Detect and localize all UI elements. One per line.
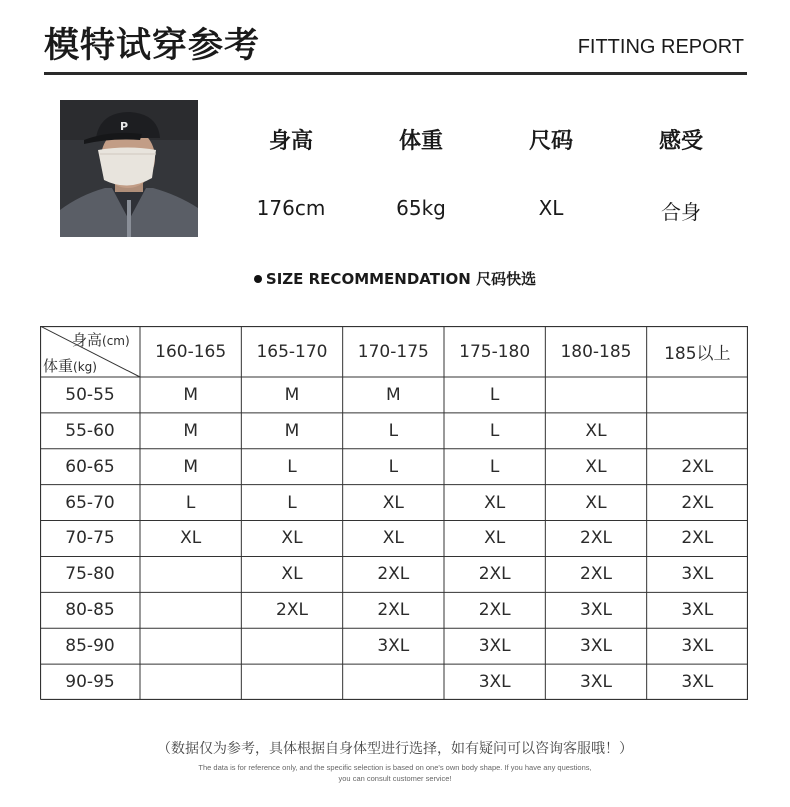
model-stats-values bbox=[226, 196, 746, 225]
weight-row-header: 50-55 bbox=[65, 384, 115, 405]
size-cell: XL bbox=[382, 528, 404, 549]
size-cell: 3XL bbox=[681, 600, 714, 621]
size-cell: 3XL bbox=[681, 564, 714, 585]
size-cell: 3XL bbox=[681, 672, 714, 693]
size-cell: 2XL bbox=[681, 492, 714, 513]
weight-row-header: 90-95 bbox=[65, 672, 115, 693]
size-cell: M bbox=[183, 420, 198, 441]
size-cell: 2XL bbox=[681, 528, 714, 549]
value-height: 176cm bbox=[256, 196, 326, 220]
size-cell: 3XL bbox=[580, 600, 612, 621]
size-cell: M bbox=[284, 384, 300, 405]
size-cell: L bbox=[489, 456, 500, 477]
size-cell: L bbox=[388, 456, 399, 477]
size-cell bbox=[545, 377, 646, 413]
height-column-header: 185以上 bbox=[664, 344, 731, 364]
title-divider bbox=[44, 72, 747, 75]
size-cell: L bbox=[185, 492, 196, 513]
size-cell: 3XL bbox=[580, 636, 612, 657]
size-cell: L bbox=[388, 420, 399, 441]
weight-row-header: 55-60 bbox=[65, 420, 115, 441]
recommendation-label: SIZE RECOMMENDATION 尺码快选 bbox=[265, 270, 537, 288]
size-cell bbox=[343, 664, 444, 700]
footer-note-en-line2: you can consult customer service! bbox=[338, 774, 452, 783]
size-cell: 2XL bbox=[580, 528, 612, 549]
size-cell: XL bbox=[585, 420, 607, 441]
size-cell: 2XL bbox=[478, 600, 511, 621]
size-cell: 2XL bbox=[276, 600, 308, 621]
header-height: 身高 bbox=[268, 129, 313, 154]
size-cell: 3XL bbox=[478, 672, 511, 693]
page-subtitle: FITTING REPORT bbox=[577, 36, 744, 58]
size-cell: 3XL bbox=[478, 636, 511, 657]
size-cell: XL bbox=[281, 528, 303, 549]
height-column-header: 160-165 bbox=[155, 341, 227, 362]
size-cell bbox=[140, 628, 241, 664]
size-cell bbox=[140, 664, 241, 700]
size-cell: L bbox=[489, 420, 500, 441]
size-cell: 3XL bbox=[377, 636, 410, 657]
size-cell: XL bbox=[585, 456, 607, 477]
size-cell: M bbox=[183, 456, 198, 477]
size-cell: M bbox=[284, 420, 300, 441]
height-column-header: 170-175 bbox=[357, 341, 429, 362]
size-cell bbox=[241, 664, 342, 700]
weight-row-header: 75-80 bbox=[65, 564, 115, 585]
size-cell bbox=[241, 628, 342, 664]
size-cell bbox=[647, 377, 748, 413]
size-cell: XL bbox=[585, 492, 607, 513]
size-cell: XL bbox=[281, 564, 303, 585]
model-stats-headers bbox=[226, 124, 746, 155]
size-cell bbox=[140, 556, 241, 592]
size-cell: XL bbox=[382, 492, 404, 513]
height-column-header: 175-180 bbox=[459, 341, 531, 362]
size-cell bbox=[647, 413, 748, 449]
size-cell: 2XL bbox=[681, 456, 714, 477]
value-weight: 65kg bbox=[396, 196, 446, 220]
header-feel: 感受 bbox=[658, 129, 703, 154]
size-cell: 2XL bbox=[478, 564, 511, 585]
weight-row-header: 65-70 bbox=[65, 492, 115, 513]
corner-weight-label: 体重(kg) bbox=[43, 357, 97, 375]
footer-note-en bbox=[0, 762, 790, 784]
size-cell: M bbox=[385, 384, 401, 405]
size-cell: XL bbox=[180, 528, 202, 549]
footer-note-zh: （数据仅为参考，具体根据自身体型进行选择，如有疑问可以咨询客服哦！） bbox=[157, 741, 633, 757]
height-column-header: 165-170 bbox=[256, 341, 328, 362]
size-cell: L bbox=[287, 456, 297, 477]
size-cell: XL bbox=[484, 528, 506, 549]
weight-row-header: 60-65 bbox=[65, 456, 115, 477]
bullet-icon bbox=[254, 275, 262, 283]
svg-text:P: P bbox=[120, 120, 129, 133]
weight-row-header: 85-90 bbox=[65, 636, 115, 657]
value-size: XL bbox=[538, 196, 564, 220]
model-photo bbox=[60, 100, 198, 237]
size-cell: 2XL bbox=[377, 600, 410, 621]
page-title: 模特试穿参考 bbox=[44, 26, 261, 66]
value-feel: 合身 bbox=[661, 200, 701, 224]
size-cell: 3XL bbox=[580, 672, 612, 693]
size-table bbox=[40, 326, 748, 700]
size-cell: 2XL bbox=[580, 564, 612, 585]
header-size: 尺码 bbox=[528, 129, 573, 154]
header-weight: 体重 bbox=[398, 129, 443, 154]
weight-row-header: 70-75 bbox=[65, 528, 115, 549]
size-cell: XL bbox=[484, 492, 506, 513]
size-cell: 3XL bbox=[681, 636, 714, 657]
footer-note-en-line1: The data is for reference only, and the specific selection is based on one's own body shape. If you have any questions, bbox=[198, 763, 592, 772]
size-cell: L bbox=[489, 384, 500, 405]
height-column-header: 180-185 bbox=[560, 341, 632, 362]
weight-row-header: 80-85 bbox=[65, 600, 115, 621]
corner-height-label: 身高(cm) bbox=[72, 331, 130, 349]
size-cell: L bbox=[287, 492, 297, 513]
size-cell: M bbox=[183, 384, 198, 405]
size-cell: 2XL bbox=[377, 564, 410, 585]
size-cell bbox=[140, 592, 241, 628]
size-recommendation-heading bbox=[0, 268, 790, 289]
